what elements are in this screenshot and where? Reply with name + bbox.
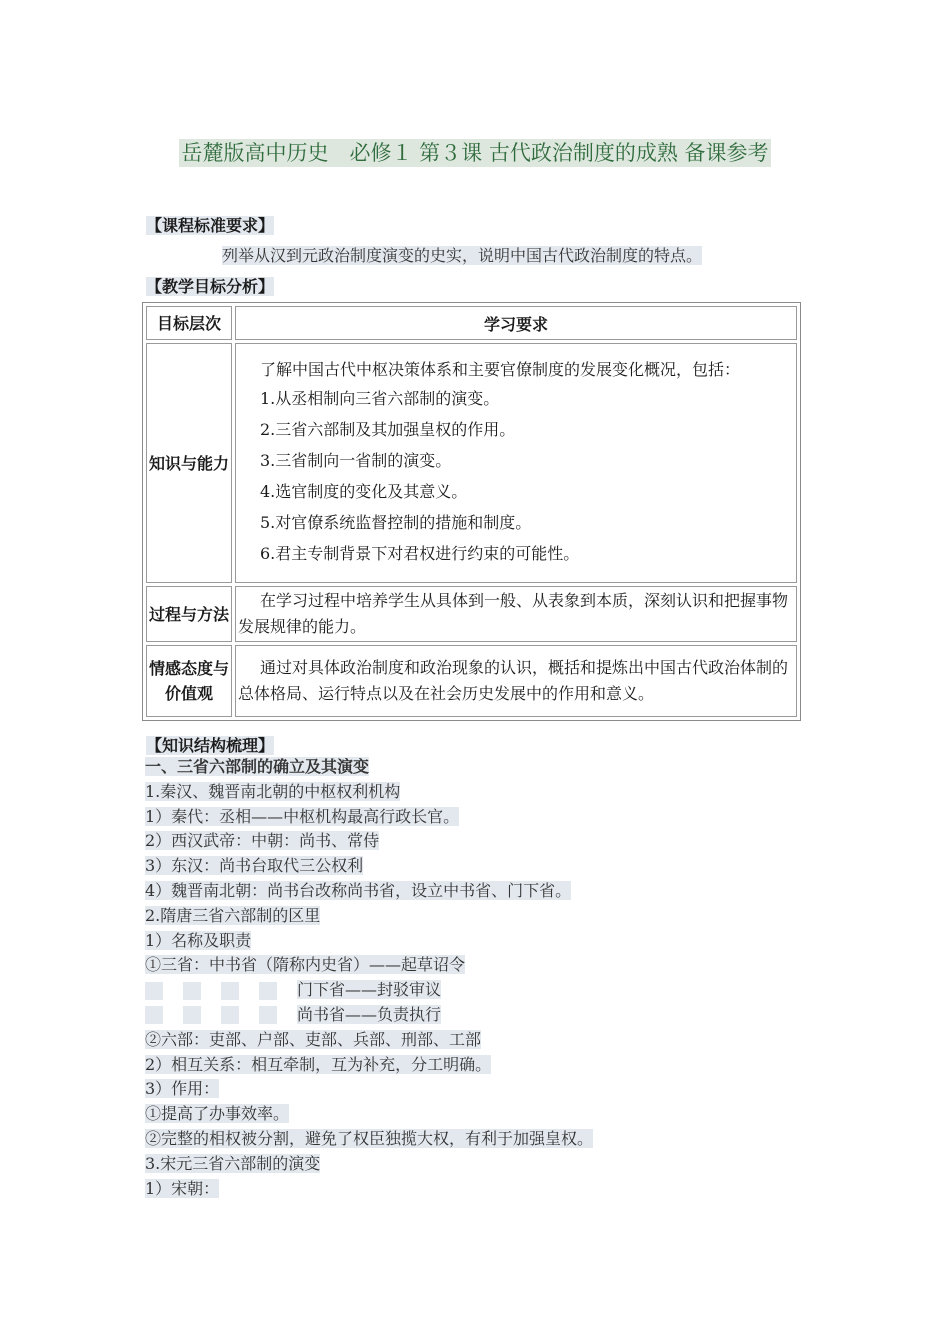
col-req-header: 学习要求 xyxy=(235,306,797,340)
knowledge-req xyxy=(235,343,797,583)
list-item: ②完整的相权被分割，避免了权臣独揽大权，有利于加强皇权。 xyxy=(145,1128,594,1148)
knowledge-item: 3.三省制向一省制的演变。 xyxy=(260,451,452,470)
knowledge-item: 4.选官制度的变化及其意义。 xyxy=(260,482,468,501)
part-heading: 一、三省六部制的确立及其演变 xyxy=(145,757,370,776)
list-item: ①三省：中书省（隋称内史省）——起草诏令 xyxy=(145,955,466,975)
attitude-level: 情感态度与价值观 xyxy=(146,645,232,717)
knowledge-item: 6.君主专制背景下对君权进行约束的可能性。 xyxy=(260,544,580,563)
document-title: 岳麓版高中历史 必修１ 第３课 古代政治制度的成熟 备课参考 xyxy=(181,141,769,165)
process-req: 在学习过程中培养学生从具体到一般、从表象到本质，深刻认识和把握事物发展规律的能力。 xyxy=(235,586,797,642)
list-item: 1.秦汉、魏晋南北朝的中枢权利机构 xyxy=(145,781,401,801)
list-item: ②六部：吏部、户部、吏部、兵部、刑部、工部 xyxy=(145,1029,482,1049)
list-item: 3）作用： xyxy=(145,1079,220,1099)
goals-header-row xyxy=(146,306,797,340)
goals-heading: 【教学目标分析】 xyxy=(146,277,275,296)
list-item: 4）魏晋南北朝：尚书台改称尚书省，设立中书省、门下省。 xyxy=(145,880,572,900)
col-level-header: 目标层次 xyxy=(146,306,232,340)
knowledge-intro: 了解中国古代中枢决策体系和主要官僚制度的发展变化概况，包括： xyxy=(260,360,741,379)
knowledge-item: 2.三省六部制及其加强皇权的作用。 xyxy=(260,420,516,439)
process-row xyxy=(146,586,797,642)
structure-heading: 【知识结构梳理】 xyxy=(146,736,275,755)
knowledge-item: 5.对官僚系统监督控制的措施和制度。 xyxy=(260,513,532,532)
knowledge-row xyxy=(146,343,797,583)
list-item: 3.宋元三省六部制的演变 xyxy=(145,1153,321,1173)
knowledge-item: 1.从丞相制向三省六部制的演变。 xyxy=(260,389,500,408)
goals-table xyxy=(142,302,801,721)
list-item: ①提高了办事效率。 xyxy=(145,1104,290,1124)
list-item: 2）相互关系：相互牵制，互为补充，分工明确。 xyxy=(145,1054,492,1074)
list-item: 2）西汉武帝：中朝：尚书、常侍 xyxy=(145,831,380,851)
list-item: 1）名称及职责 xyxy=(145,930,252,950)
list-item: 1）秦代：丞相——中枢机构最高行政长官。 xyxy=(145,806,460,826)
knowledge-level: 知识与能力 xyxy=(146,343,232,583)
list-item: 1）宋朝： xyxy=(145,1178,220,1198)
list-item: 2.隋唐三省六部制的区里 xyxy=(145,905,321,925)
structure-body xyxy=(145,755,593,1201)
list-item: 门下省——封驳审议 xyxy=(145,978,593,1003)
attitude-row xyxy=(146,645,797,717)
standard-text: 列举从汉到元政治制度演变的史实，说明中国古代政治制度的特点。 xyxy=(222,246,703,265)
attitude-req: 通过对具体政治制度和政治现象的认识，概括和提炼出中国古代政治体制的总体格局、运行特点以及在社会历史发展中的作用和意义。 xyxy=(235,645,797,717)
standard-heading: 【课程标准要求】 xyxy=(146,216,275,235)
process-level: 过程与方法 xyxy=(146,586,232,642)
list-item: 尚书省——负责执行 xyxy=(145,1003,593,1028)
list-item: 3）东汉：尚书台取代三公权利 xyxy=(145,856,364,876)
